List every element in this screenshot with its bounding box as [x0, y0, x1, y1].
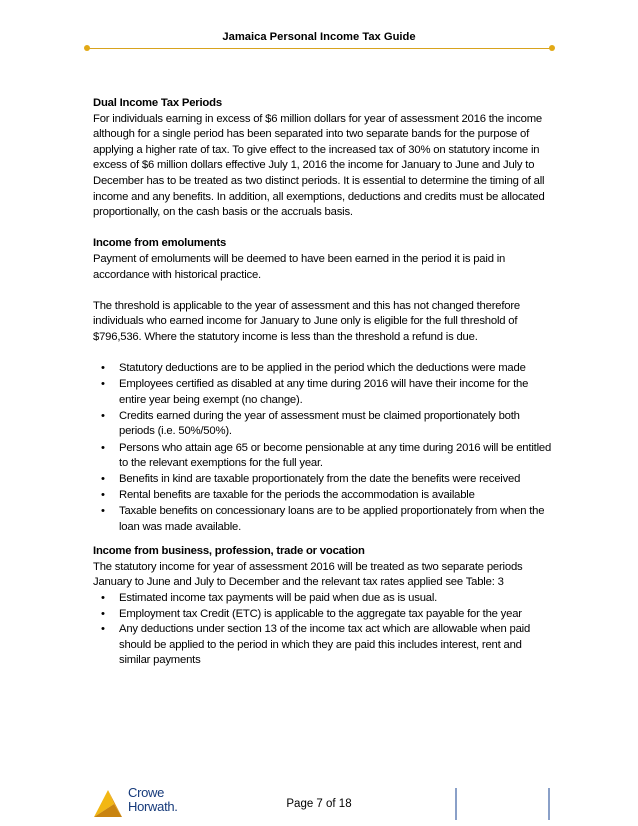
header-rule-dot-left	[84, 45, 90, 51]
list-item: • Taxable benefits on concessionary loans are to be applied proportionately from when the loan was made available.	[101, 505, 545, 534]
list-item: • Credits earned during the year of assessment must be claimed proportionately both periods (i.e. 50%/50%).	[101, 409, 520, 438]
list-item: • Any deductions under section 13 of the income tax act which are allowable when paid should be applied to the period in which they are paid this includes interest, rent and similar payments	[101, 623, 531, 667]
bullet-icon: •	[101, 362, 105, 375]
section-heading-business: Income from business, profession, trade or vocation	[93, 545, 365, 558]
bullet-icon: •	[101, 473, 105, 486]
section-heading-emoluments: Income from emoluments	[93, 237, 227, 250]
document-body	[93, 96, 553, 669]
bullet-icon: •	[101, 623, 105, 636]
bullet-icon: •	[101, 441, 105, 454]
bullet-icon: •	[101, 607, 105, 620]
list-item: • Estimated income tax payments will be paid when due as is usual.	[93, 591, 553, 607]
footer-divider-left	[455, 788, 457, 820]
list-item: • Employees certified as disabled at any time during 2016 will have their income for the entire year being exempt (no change).	[101, 378, 529, 406]
page-number: Page 7 of 18	[286, 798, 352, 810]
section-heading-dual: Dual Income Tax Periods	[93, 97, 222, 109]
paragraph-dual: For individuals earning in excess of $6 million dollars for year of assessment 2016 the income although for a single period has been separated into two separate bands for the purpose of applying a higher rate of tax. To give effect to the increased tax of 30% on statutory income in excess of $6 million dollars effective July 1, 2016 the income for January to June and July to December has to be treated as two distinct periods. It is essential to determine the timing of all income and any benefits. In addition, all exemptions, deductions and credits must be allocated proportionally, on the cash basis or the accruals basis.	[93, 112, 545, 219]
header-rule-dot-right	[549, 45, 555, 51]
header-title: Jamaica Personal Income Tax Guide	[222, 31, 416, 43]
list-item: • Employment tax Credit (ETC) is applicable to the aggregate tax payable for the year	[93, 607, 553, 623]
bullet-icon: •	[101, 378, 105, 391]
header-rule	[88, 48, 552, 49]
bullet-icon: •	[101, 489, 105, 502]
logo-line-1: Crowe	[128, 785, 165, 800]
paragraph-emoluments-2: The threshold is applicable to the year of assessment and this has not changed therefore individuals who earned income for January to June only is eligible for the full threshold of $796,536. Where the statutory income is less than the threshold a refund is due.	[93, 299, 521, 343]
emoluments-bullet-list	[93, 361, 553, 536]
paragraph-business: The statutory income for year of assessment 2016 will be treated as two separate periods January to June and July to December and the relevant tax rates applied see Table: 3	[93, 560, 523, 589]
footer-divider-right	[548, 788, 550, 820]
list-item: • Statutory deductions are to be applied in the period which the deductions were made	[93, 361, 553, 377]
bullet-icon: •	[101, 591, 105, 604]
bullet-icon: •	[101, 505, 105, 518]
list-item: • Rental benefits are taxable for the periods the accommodation is available	[93, 488, 553, 504]
bullet-icon: •	[101, 409, 105, 422]
business-bullet-list	[93, 591, 553, 669]
list-item: • Persons who attain age 65 or become pensionable at any time during 2016 will be entitled to the relevant exemptions for the full year.	[101, 441, 552, 470]
paragraph-emoluments-1: Payment of emoluments will be deemed to have been earned in the period it is paid in accordance with historical practice.	[93, 252, 506, 281]
logo-line-2: Horwath.	[128, 799, 178, 814]
list-item: • Benefits in kind are taxable proportionately from the date the benefits were received	[93, 472, 553, 488]
